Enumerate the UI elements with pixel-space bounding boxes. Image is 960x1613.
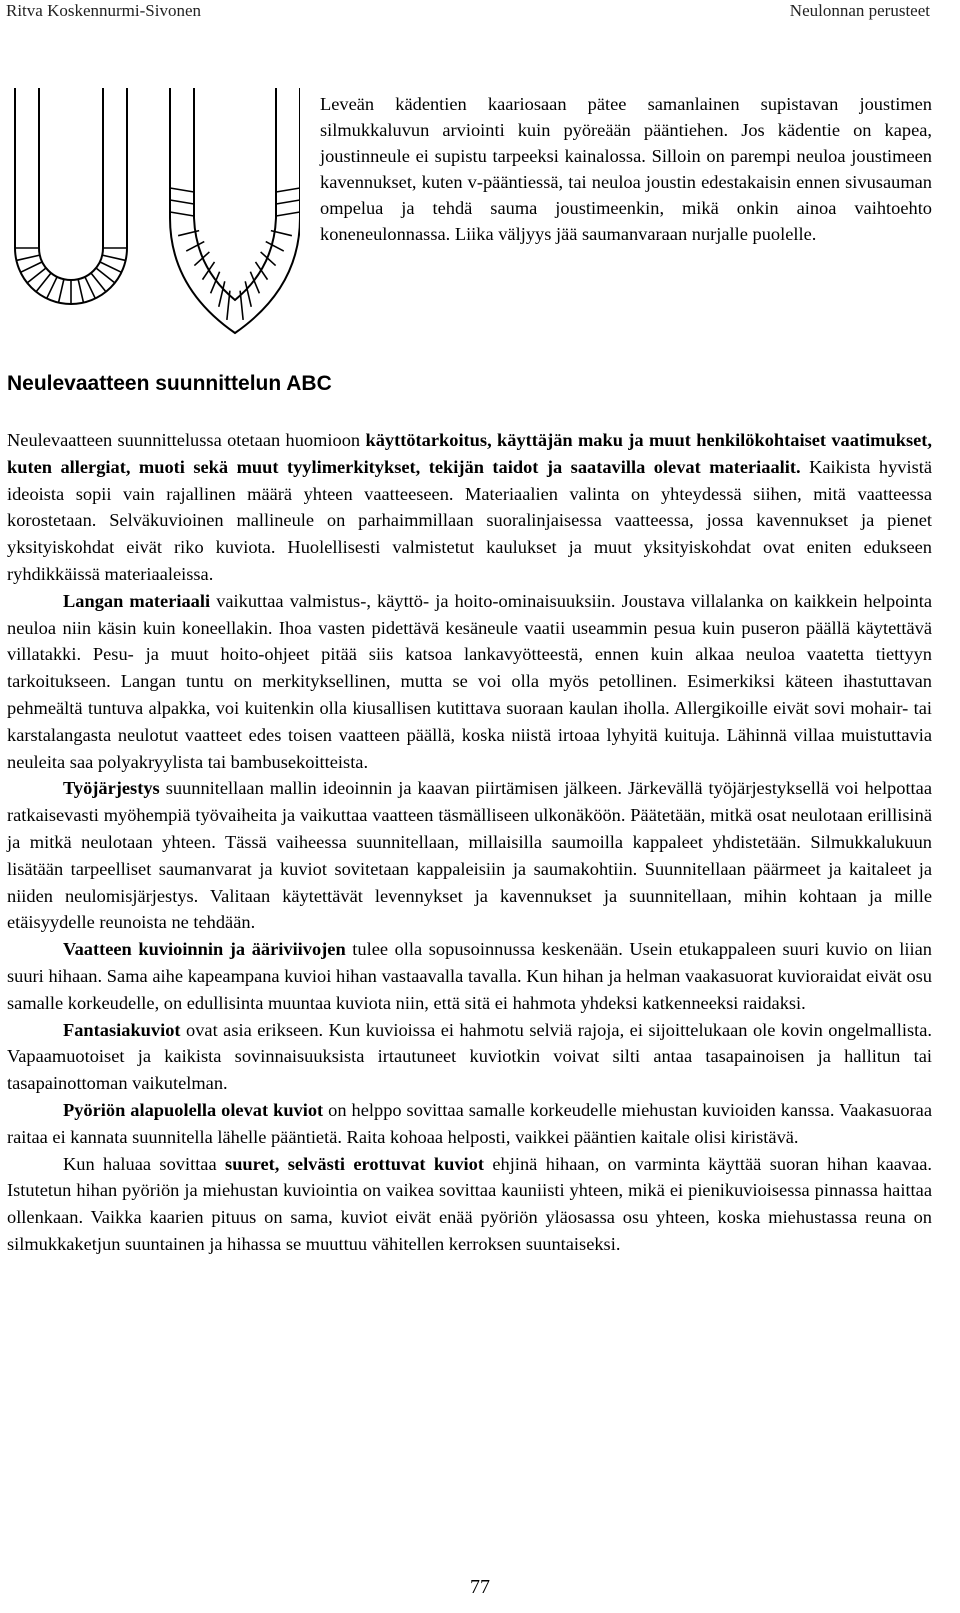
paragraph-3 <box>7 775 932 936</box>
running-header-title: Neulonnan perusteet <box>789 1 930 20</box>
bold-term: Fantasiakuviot <box>63 1019 181 1040</box>
text-run: Neulevaatteen suunnittelussa otetaan huomioon <box>7 430 366 450</box>
text-run: ovat asia erikseen. Kun kuvioissa ei hahmotu selviä rajoja, ei sijoittelukaan ole kovin ongelmallista. Vapaamuotoiset ja kaikista sovinnaisuuksista irtautuneet kuviotkin voivat silti antaa tasapainoisen ja hallitun tai tasapainottoman vaikutelman. <box>7 1019 932 1094</box>
bold-term: Vaatteen kuvioinnin ja ääriviivojen <box>63 939 346 960</box>
paragraph-5 <box>7 1017 932 1097</box>
section-heading: Neulevaatteen suunnittelun ABC <box>7 372 332 395</box>
intro-paragraph: Leveän kädentien kaariosaan pätee samanlainen supistavan joustimen silmukkaluvun arviointi kuin pyöreään pääntiehen. Jos kädentie on kapea, joustinneule ei supistu tarpeeksi kainalossa. Silloin on parempi neuloa joustimeen kavennukset, kuten v-pääntiessä, tai neuloa joustin edestakaisin ennen sivusauman ompelua ja tehdä sauma joustimeenkin, mikä onkin ainoa vaihtoehto koneneulonnassa. Liika väljyys jää saumanvaraan nurjalle puolelle. <box>320 94 932 244</box>
paragraph-1 <box>7 427 932 588</box>
text-run: Kaikista hyvistä ideoista sopii vain rajallinen määrä yhteen vaatteeseen. Materiaalien valinta on yhteydessä siihen, mitä vaatteessa korostetaan. Selväkuvioinen mallineule on parhaimmillaan suoralinjaisessa vaatteessa, jossa kavennukset ja pienet yksityiskohdat eivät riko kuviota. Huolellisesti valmistetut kaulukset ja muut yksityiskohdat ovat eniten edukseen ryhdikkäissä materiaaleissa. <box>7 456 933 584</box>
bold-term: Pyöriön alapuolella olevat kuviot <box>63 1099 324 1120</box>
paragraph-7 <box>7 1151 932 1258</box>
paragraph-4 <box>7 936 932 1016</box>
text-run: vaikuttaa valmistus-, käyttö- ja hoito-ominaisuuksiin. Joustava villalanka on kaikkein helpointa neuloa niin käsin kuin koneellakin. Ihoa vasten pidettävä kesäneule vaatii useammin pesua kuin puseron päällä käytettävä villatakki. Pesu- ja muut hoito-ohjeet pitää siis katsoa lankavyötteestä, ennen kuin alkaa neuloa vaatetta tiettyyn tarkoitukseen. Langan tuntu on merkityksellinen, mutta se voi olla myös petollinen. Esimerkiksi käteen ihastuttavan pehmeältä tuntuva alpakka, voi kuitenkin olla kiusallisen kutittava suoraan kaulan iholla. Allergikoille eivät sovi mohair- tai karstalangasta neulotut vaatteet edes toisen vaatteen päällä, koska niistä irtoaa lyhyitä kuituja. Lähinnä villaa muistuttavia neuleita saa polyakryylista tai bambusekoitteista. <box>7 590 932 772</box>
page-number: 77 <box>470 1576 490 1598</box>
bold-term: Työjärjestys <box>63 778 160 799</box>
text-run: suunnitellaan mallin ideoinnin ja kaavan piirtämisen jälkeen. Järkevällä työjärjestyksellä voi helpottaa ratkaisevasti myöhempiä työvaiheita ja vaikuttaa vaatteen täsmälliseen ulkonäköön. Päätetään, mitkä osat neulotaan erillisinä ja mitkä neulotaan yhteen. Tässä vaiheessa suunnitellaan, millaisilla saumoilla kappaleet yhdistetään. Silmukkalukuun lisätään tarpeelliset saumanvarat ja kuviot sovitetaan kappaleisiin ja saumakohtiin. Suunnitellaan päärmeet ja kaitaleet ja niiden neulomisjärjestys. Valitaan käytettävät levennykset ja kavennukset ja suunnitellaan, mihin kohtaan ja mille etäisyydelle reunoista ne tehdään. <box>7 778 932 933</box>
body-text <box>7 427 932 1258</box>
bold-term: Langan materiaali <box>63 590 211 611</box>
paragraph-2 <box>7 588 932 776</box>
text-run: tulee olla sopusoinnussa keskenään. Usein etukappaleen suuri kuvio on liian suuri hihaan. Sama aihe kapeampana kuvioi hihan vastaavalla tavalla. Kun hihan ja helman vaakasuorat kuvioraidat eivät osu samalle korkeudelle, on edullisinta muuntaa kuviota niin, että sitä ei hahmota yhdeksi katkenneeksi raidaksi. <box>7 939 932 1013</box>
text-run: on helppo sovittaa samalle korkeudelle miehustan kuvioiden kanssa. Vaakasuoraa raitaa ei kannata suunnitella lähelle pääntietä. Raita kohoaa helposti, vaikkei pääntien kaitale olisi kiristävä. <box>7 1099 932 1147</box>
running-header-author: Ritva Koskennurmi-Sivonen <box>6 1 202 20</box>
text-run: ehjinä hihaan, on varminta käyttää suoran hihan kaavaa. Istutetun hihan pyöriön ja miehustan kuviointia on vaikea sovittaa kauniisti yhteen, mikä ei pienikuvioisessa pinnassa haittaa ollenkaan. Vaikka kaarien pituus on sama, kuviot eivät enää pyöriön yläosassa osu yhteen, koska miehustassa reuna on silmukkaketjun suuntainen ja hihassa se muuttuu vähitellen kerroksen suuntaiseksi. <box>7 1153 933 1254</box>
bold-term: käyttötarkoitus, käyttäjän maku ja muut henkilökohtaiset vaatimukset, kuten allergiat, muoti sekä muut tyylimerkitykset, tekijän taidot ja saatavilla olevat materiaalit. <box>7 430 932 477</box>
text-run: Kun haluaa sovittaa <box>63 1153 226 1174</box>
bold-term: suuret, selvästi erottuvat kuviot <box>225 1153 484 1174</box>
paragraph-6 <box>7 1097 932 1151</box>
neck-ribbing-illustrations <box>10 88 300 338</box>
